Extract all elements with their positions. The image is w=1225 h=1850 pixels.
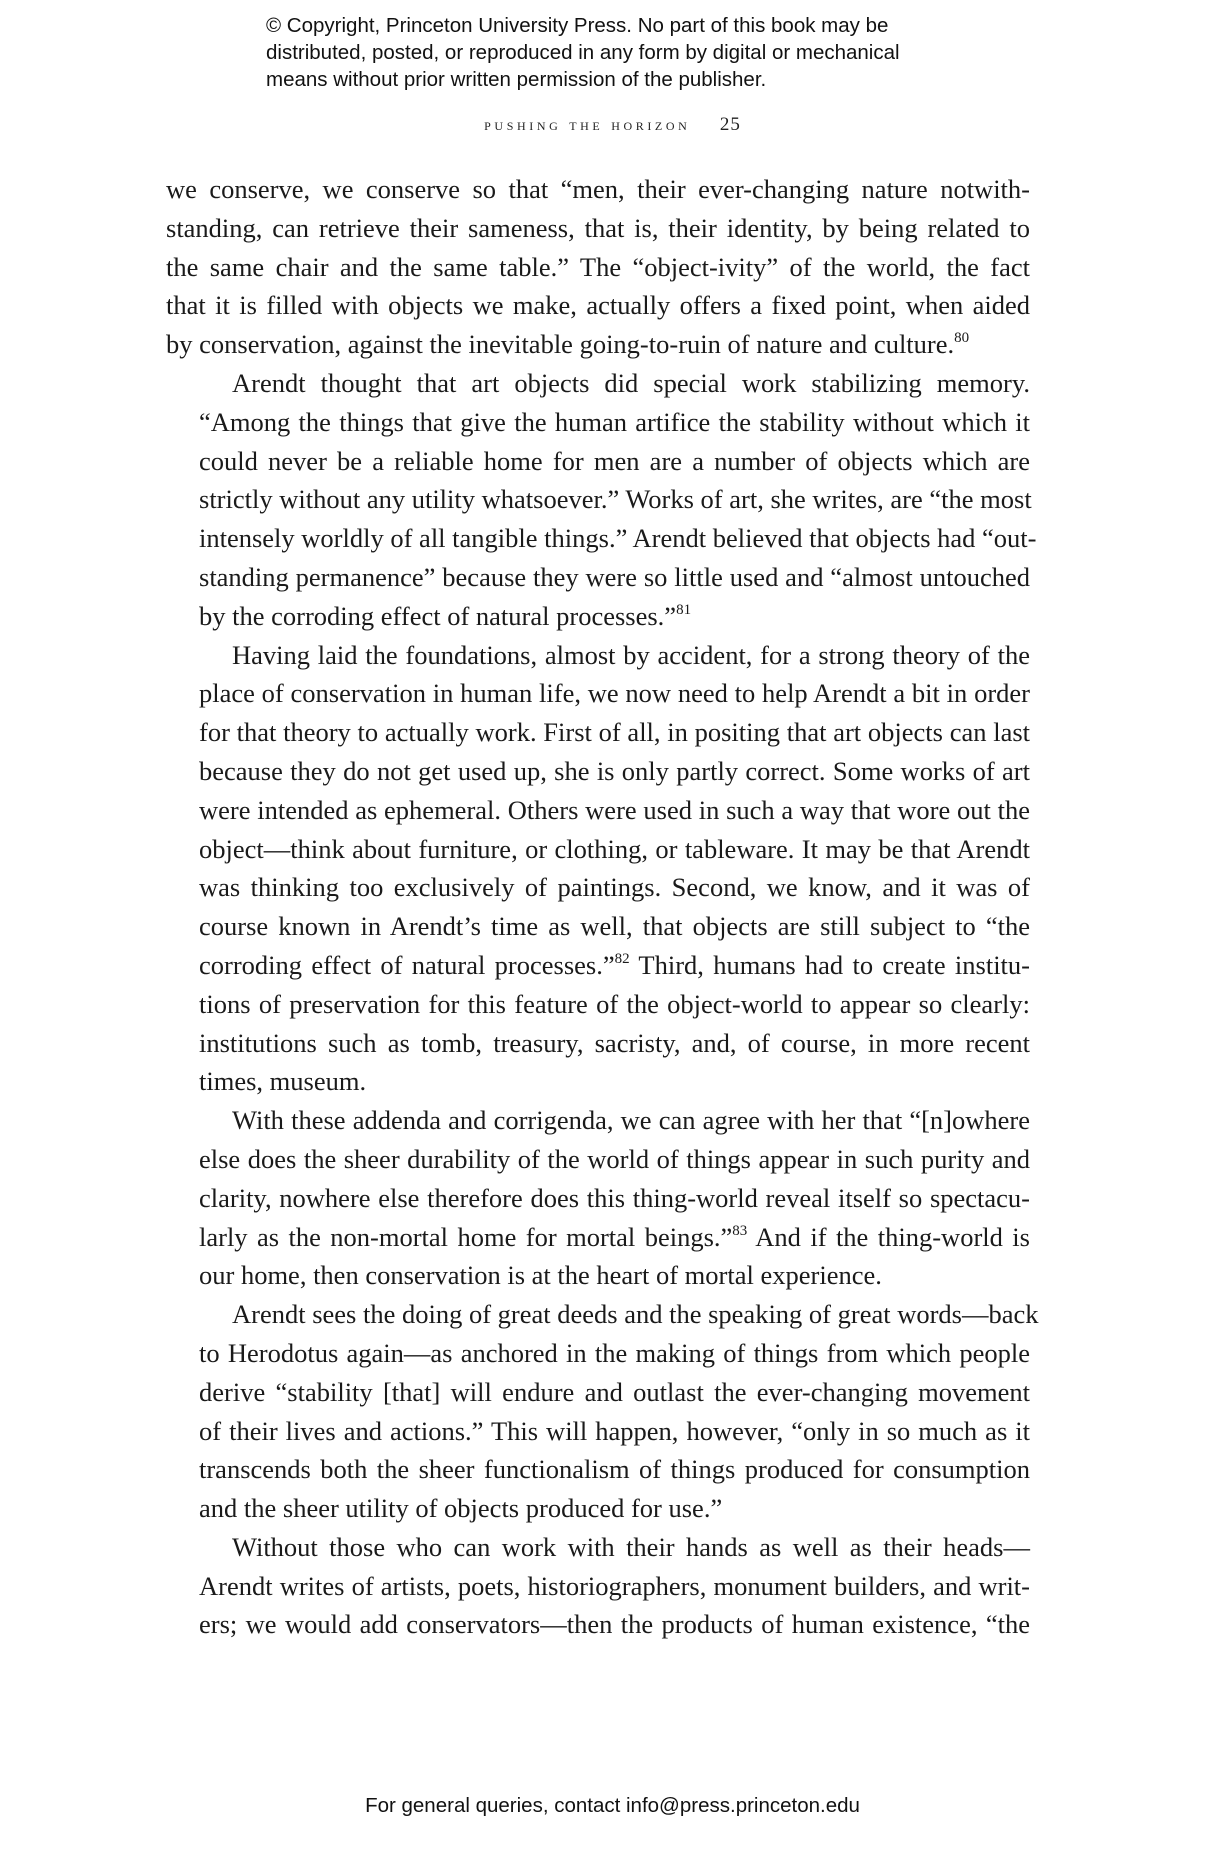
text-line: course known in Arendt’s time as well, that objects are still subject to “the bbox=[199, 911, 1030, 942]
paragraph bbox=[166, 1101, 1030, 1295]
paragraph bbox=[166, 1295, 1039, 1528]
text-line: was thinking too exclusively of paintings. Second, we know, and it was of bbox=[199, 872, 1030, 903]
text-line: tions of preservation for this feature of the object-world to appear so clearly: bbox=[199, 988, 1030, 1019]
text-line: transcends both the sheer functionalism of things produced for consumption bbox=[199, 1454, 1030, 1485]
text-line: and the sheer utility of objects produced for use.” bbox=[199, 1493, 723, 1524]
text-line: else does the sheer durability of the world of things appear in such purity and bbox=[199, 1143, 1030, 1174]
paragraph bbox=[166, 364, 1037, 636]
paragraph bbox=[166, 1528, 1030, 1644]
text-line: because they do not get used up, she is only partly correct. Some works of art bbox=[199, 755, 1030, 786]
footnote-marker[interactable]: 82 bbox=[614, 950, 630, 967]
text-line: derive “stability [that] will endure and outlast the ever-changing movement bbox=[199, 1376, 1030, 1407]
text-line: corroding effect of natural processes.”$^{82}$ Third, humans had to create institu- bbox=[199, 949, 1030, 980]
footer-contact: For general queries, contact info@press.princeton.edu bbox=[365, 1794, 860, 1817]
text-line: “Among the things that give the human artifice the stability without which it bbox=[199, 406, 1030, 437]
running-head bbox=[0, 114, 1225, 136]
text-line: Without those who can work with their hands as well as their heads— bbox=[232, 1531, 1030, 1562]
text-line: intensely worldly of all tangible things.” Arendt believed that objects had “out- bbox=[199, 523, 1037, 554]
footnote-marker[interactable]: 81 bbox=[676, 601, 692, 618]
copyright-line: © Copyright, Princeton University Press. No part of this book may be bbox=[266, 14, 889, 37]
text-line: to Herodotus again—as anchored in the making of things from which people bbox=[199, 1337, 1030, 1368]
text-line: the same chair and the same table.” The “object-ivity” of the world, the fact bbox=[166, 251, 1030, 282]
footnote-marker[interactable]: 83 bbox=[732, 1222, 748, 1239]
text-line: ers; we would add conservators—then the products of human existence, “the bbox=[199, 1609, 1030, 1640]
text-line: strictly without any utility whatsoever.” Works of art, she writes, are “the most bbox=[199, 484, 1032, 515]
copyright-notice bbox=[266, 12, 1026, 93]
text-line: by the corroding effect of natural processes.”$^{81}$ bbox=[199, 600, 692, 631]
paragraph bbox=[166, 636, 1030, 1102]
text-line: times, museum. bbox=[199, 1066, 367, 1097]
text-line: for that theory to actually work. First of all, in positing that art objects can last bbox=[199, 717, 1030, 748]
text-line: standing, can retrieve their sameness, that is, their identity, by being related to bbox=[166, 212, 1030, 243]
text-line: were intended as ephemeral. Others were used in such a way that wore out the bbox=[199, 794, 1030, 825]
text-line: larly as the non-mortal home for mortal beings.”$^{83}$ And if the thing-world is bbox=[199, 1221, 1030, 1252]
text-line: Arendt thought that art objects did special work stabilizing memory. bbox=[232, 367, 1030, 398]
footnote-marker[interactable]: 80 bbox=[954, 330, 970, 347]
text-line: we conserve, we conserve so that “men, their ever-changing nature notwith- bbox=[166, 174, 1030, 204]
text-line: object—think about furniture, or clothing, or tableware. It may be that Arendt bbox=[199, 833, 1030, 864]
body-text bbox=[166, 170, 1039, 1644]
text-line: institutions such as tomb, treasury, sacristy, and, of course, in more recent bbox=[199, 1027, 1030, 1058]
text-line: by conservation, against the inevitable going-to-ruin of nature and culture.$^{80}$ bbox=[166, 329, 970, 360]
text-line: With these addenda and corrigenda, we can agree with her that “[n]owhere bbox=[232, 1105, 1030, 1136]
copyright-line: distributed, posted, or reproduced in any form by digital or mechanical bbox=[266, 41, 900, 64]
page-number: 25 bbox=[719, 114, 741, 135]
copyright-line: means without prior written permission of the publisher. bbox=[266, 68, 767, 91]
text-line: Arendt writes of artists, poets, historiographers, monument builders, and writ- bbox=[199, 1570, 1030, 1601]
text-line: Having laid the foundations, almost by accident, for a strong theory of the bbox=[232, 639, 1030, 670]
text-line: of their lives and actions.” This will happen, however, “only in so much as it bbox=[199, 1415, 1030, 1446]
text-line: place of conservation in human life, we now need to help Arendt a bit in order bbox=[199, 678, 1030, 709]
text-line: our home, then conservation is at the heart of mortal experience. bbox=[199, 1260, 882, 1291]
text-line: could never be a reliable home for men are a number of objects which are bbox=[199, 445, 1030, 476]
running-head-title: pushing the horizon bbox=[484, 115, 691, 134]
paragraph bbox=[166, 170, 1030, 364]
text-line: standing permanence” because they were so little used and “almost untouched bbox=[199, 561, 1030, 592]
text-line: clarity, nowhere else therefore does this thing-world reveal itself so spectacu- bbox=[199, 1182, 1030, 1213]
text-line: that it is filled with objects we make, actually offers a fixed point, when aided bbox=[166, 290, 1030, 321]
text-line: Arendt sees the doing of great deeds and the speaking of great words—back bbox=[232, 1299, 1039, 1330]
